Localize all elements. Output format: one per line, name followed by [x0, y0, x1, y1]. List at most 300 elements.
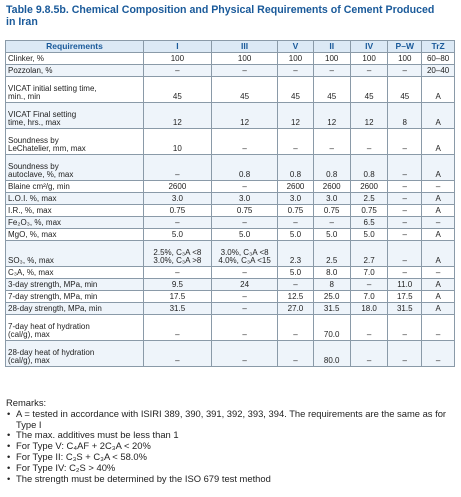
cell-line: Blaine cm²/g, min: [8, 182, 70, 192]
value-cell: [422, 303, 455, 315]
value-cell: [388, 303, 422, 315]
cell-line: A: [435, 92, 441, 102]
table-row: [6, 77, 455, 103]
value-cell: [388, 279, 422, 291]
column-header: Requirements: [6, 41, 144, 53]
value-cell: [388, 217, 422, 229]
cell-line: 100: [362, 54, 376, 64]
table-title: [6, 4, 458, 28]
value-cell: [143, 217, 211, 229]
value-cell: [143, 341, 211, 367]
cell-line: 5.0: [326, 230, 338, 240]
cell-line: 8: [329, 280, 334, 290]
table-row: [6, 193, 455, 205]
cell-line: 45: [364, 92, 374, 102]
cell-line: A: [435, 280, 441, 290]
value-cell: [388, 65, 422, 77]
value-cell: [388, 77, 422, 103]
value-cell: [211, 155, 278, 181]
cell-line: 45: [172, 92, 182, 102]
cell-line: –: [402, 330, 407, 340]
table-row: [6, 303, 455, 315]
cell-line: –: [293, 330, 298, 340]
cell-line: SO₃, %, max: [8, 256, 54, 266]
value-cell: [388, 229, 422, 241]
remark-item: • The max. additives must be less than 1: [6, 430, 458, 441]
value-cell: [143, 291, 211, 303]
cell-line: 2600: [168, 182, 187, 192]
value-cell: [422, 205, 455, 217]
value-cell: [388, 129, 422, 155]
cell-line: L.O.I. %, max: [8, 194, 57, 204]
requirements-table: [5, 40, 455, 367]
cell-line: 45: [327, 92, 337, 102]
value-cell: [143, 267, 211, 279]
cell-line: –: [402, 230, 407, 240]
table-title-line-2: in Iran: [6, 16, 38, 28]
value-cell: [313, 77, 350, 103]
value-cell: [350, 129, 387, 155]
table-body: [6, 53, 455, 367]
requirement-cell: [6, 77, 144, 103]
cell-line: 8: [402, 118, 407, 128]
value-cell: [388, 181, 422, 193]
requirement-cell: [6, 181, 144, 193]
value-cell: [278, 129, 313, 155]
cell-line: I.R., %, max: [8, 206, 52, 216]
table-row: [6, 267, 455, 279]
cell-line: 28-day heat of hydration: [8, 347, 95, 357]
value-cell: [211, 129, 278, 155]
value-cell: [278, 315, 313, 341]
cell-line: 45: [400, 92, 410, 102]
table-title-line-1: Table 9.8.5b. Chemical Composition and Physical Requirements of Cement Produced: [6, 4, 435, 16]
cell-line: 6.5: [363, 218, 375, 228]
table-row: [6, 181, 455, 193]
value-cell: [350, 303, 387, 315]
value-cell: [278, 341, 313, 367]
cell-line: 17.5: [396, 292, 413, 302]
cell-line: –: [242, 304, 247, 314]
value-cell: [143, 103, 211, 129]
value-cell: [422, 103, 455, 129]
value-cell: [143, 53, 211, 65]
value-cell: [313, 267, 350, 279]
cell-line: A: [435, 230, 441, 240]
cell-line: 0.75: [361, 206, 377, 216]
cell-line: –: [329, 66, 334, 76]
remark-item: • The strength must be determined by the ISO 679 test method: [6, 474, 458, 485]
cell-line: –: [175, 170, 180, 180]
value-cell: [422, 155, 455, 181]
cell-line: 31.5: [323, 304, 340, 314]
cell-line: –: [293, 280, 298, 290]
requirement-cell: [6, 129, 144, 155]
cell-line: A: [435, 206, 441, 216]
value-cell: [313, 129, 350, 155]
cell-line: –: [402, 268, 407, 278]
value-cell: [313, 217, 350, 229]
value-cell: [313, 241, 350, 267]
cell-line: 12: [240, 118, 250, 128]
cell-line: –: [175, 218, 180, 228]
value-cell: [278, 291, 313, 303]
value-cell: [422, 181, 455, 193]
cell-line: 5.0: [289, 268, 302, 278]
value-cell: [350, 229, 387, 241]
cell-line: 0.8: [363, 170, 375, 180]
column-header: I: [143, 41, 211, 53]
value-cell: [313, 205, 350, 217]
value-cell: [278, 217, 313, 229]
value-cell: [278, 229, 313, 241]
value-cell: [143, 155, 211, 181]
cell-line: 31.5: [396, 304, 413, 314]
cell-line: –: [293, 356, 298, 366]
cell-line: –: [175, 66, 180, 76]
value-cell: [143, 315, 211, 341]
value-cell: [388, 53, 422, 65]
cell-line: –: [329, 218, 334, 228]
cell-line: 17.5: [169, 292, 186, 302]
value-cell: [388, 103, 422, 129]
value-cell: [313, 181, 350, 193]
cell-line: 7.0: [363, 292, 375, 302]
cell-line: 20–40: [426, 66, 450, 76]
cell-line: 12: [364, 118, 374, 128]
cell-line: –: [242, 292, 247, 302]
cell-line: –: [402, 144, 407, 154]
column-header: IV: [350, 41, 387, 53]
cell-line: 12: [291, 118, 300, 128]
value-cell: [278, 241, 313, 267]
cell-line: 5.0: [239, 230, 251, 240]
value-cell: [211, 229, 278, 241]
table-row: [6, 53, 455, 65]
remark-item: • For Type II: C₃S + C₃A < 58.0%: [6, 452, 458, 463]
value-cell: [350, 267, 387, 279]
table-header-row: [6, 41, 455, 53]
value-cell: [388, 241, 422, 267]
value-cell: [350, 291, 387, 303]
cell-line: 9.5: [171, 280, 183, 290]
table-row: [6, 315, 455, 341]
cell-line: –: [175, 268, 180, 278]
cell-line: 3-day strength, MPa, min: [8, 280, 98, 290]
value-cell: [211, 193, 278, 205]
cell-line: –: [329, 144, 334, 154]
cell-line: 0.75: [169, 206, 186, 216]
value-cell: [143, 77, 211, 103]
cell-line: –: [402, 182, 407, 192]
requirement-cell: [6, 303, 144, 315]
cell-line: Pozzolan, %: [8, 66, 53, 76]
cell-line: –: [366, 356, 372, 366]
value-cell: [143, 129, 211, 155]
value-cell: [388, 291, 422, 303]
value-cell: [211, 217, 278, 229]
value-cell: [350, 103, 387, 129]
requirement-cell: [6, 315, 144, 341]
cell-line: –: [175, 356, 180, 366]
remark-item: • For Type V: C₄AF + 2C₃A < 20%: [6, 441, 458, 452]
table-row: [6, 103, 455, 129]
value-cell: [422, 193, 455, 205]
value-cell: [211, 205, 278, 217]
requirement-cell: [6, 229, 144, 241]
value-cell: [422, 129, 455, 155]
cell-line: –: [435, 218, 441, 228]
cell-line: A: [435, 118, 441, 128]
value-cell: [278, 205, 313, 217]
value-cell: [211, 291, 278, 303]
cell-line: –: [435, 268, 441, 278]
value-cell: [211, 241, 278, 267]
cell-line: 7-day heat of hydration: [8, 321, 90, 331]
requirement-cell: [6, 65, 144, 77]
value-cell: [211, 303, 278, 315]
cell-line: 3.0: [326, 194, 338, 204]
value-cell: [422, 279, 455, 291]
value-cell: [350, 279, 387, 291]
cell-line: 12: [327, 118, 337, 128]
remark-item: • A = tested in accordance with ISIRI 389, 390, 391, 392, 393, 394. The requirements are the same as for Type I: [6, 409, 458, 431]
value-cell: [388, 193, 422, 205]
value-cell: [388, 205, 422, 217]
cell-line: 4.0%, C₃A <15: [218, 256, 271, 266]
cell-line: –: [293, 218, 298, 228]
value-cell: [211, 77, 278, 103]
cell-line: –: [402, 356, 407, 366]
cell-line: 3.0: [289, 194, 302, 204]
value-cell: [278, 303, 313, 315]
requirement-cell: [6, 217, 144, 229]
table-row: [6, 65, 455, 77]
cell-line: 24: [240, 280, 250, 290]
requirement-cell: [6, 103, 144, 129]
value-cell: [211, 267, 278, 279]
value-cell: [211, 103, 278, 129]
table-row: [6, 229, 455, 241]
cell-line: –: [242, 66, 247, 76]
requirement-cell: [6, 267, 144, 279]
value-cell: [278, 193, 313, 205]
remarks-section: [6, 398, 458, 484]
cell-line: 28-day strength, MPa, min: [8, 304, 102, 314]
value-cell: [143, 205, 211, 217]
cell-line: 0.8: [289, 170, 302, 180]
value-cell: [388, 341, 422, 367]
cell-line: –: [366, 330, 372, 340]
cell-line: –: [435, 330, 441, 340]
cell-line: 3.0: [171, 194, 183, 204]
value-cell: [313, 341, 350, 367]
cell-line: 27.0: [287, 304, 304, 314]
column-header: P–W: [388, 41, 422, 53]
cell-line: 2600: [360, 182, 378, 192]
column-header: III: [211, 41, 278, 53]
cell-line: Soundness by: [8, 161, 59, 171]
value-cell: [278, 181, 313, 193]
cell-line: Fe₂O₃, %, max: [8, 218, 62, 228]
table-row: [6, 241, 455, 267]
value-cell: [211, 65, 278, 77]
cell-line: 0.75: [287, 206, 304, 216]
cell-line: 45: [240, 92, 250, 102]
table-row: [6, 205, 455, 217]
cell-line: time, hrs., max: [8, 118, 61, 128]
value-cell: [143, 229, 211, 241]
value-cell: [313, 53, 350, 65]
cell-line: 12: [172, 118, 182, 128]
value-cell: [278, 53, 313, 65]
requirement-cell: [6, 53, 144, 65]
requirement-cell: [6, 291, 144, 303]
cell-line: –: [242, 330, 247, 340]
cell-line: A: [435, 194, 441, 204]
value-cell: [278, 77, 313, 103]
cell-line: –: [402, 66, 407, 76]
cell-line: LeChatelier, mm, max: [8, 144, 86, 154]
cell-line: A: [435, 144, 441, 154]
value-cell: [350, 241, 387, 267]
cell-line: 2600: [286, 182, 305, 192]
cell-line: A: [435, 256, 441, 266]
cell-line: –: [242, 356, 247, 366]
value-cell: [350, 193, 387, 205]
value-cell: [313, 103, 350, 129]
cell-line: 100: [237, 54, 252, 64]
value-cell: [313, 193, 350, 205]
requirement-cell: [6, 279, 144, 291]
cell-line: –: [242, 268, 247, 278]
cell-line: –: [366, 280, 372, 290]
cell-line: –: [242, 218, 247, 228]
requirement-cell: [6, 193, 144, 205]
cell-line: 10: [172, 144, 182, 154]
requirement-cell: [6, 155, 144, 181]
value-cell: [350, 53, 387, 65]
cell-line: 7.0: [363, 268, 375, 278]
column-header: II: [313, 41, 350, 53]
value-cell: [422, 291, 455, 303]
column-header: V: [278, 41, 313, 53]
cell-line: (cal/g), max: [8, 330, 50, 340]
cell-line: –: [402, 218, 407, 228]
value-cell: [211, 279, 278, 291]
cell-line: 18.0: [361, 304, 377, 314]
cell-line: –: [293, 144, 298, 154]
cell-line: 100: [170, 54, 185, 64]
value-cell: [422, 341, 455, 367]
remark-item: • For Type IV: C₂S > 40%: [6, 463, 458, 474]
value-cell: [350, 315, 387, 341]
value-cell: [278, 103, 313, 129]
value-cell: [278, 267, 313, 279]
cell-line: –: [435, 182, 441, 192]
cell-line: 0.75: [236, 206, 253, 216]
cell-line: 100: [398, 54, 412, 64]
cell-line: –: [293, 66, 298, 76]
cell-line: –: [366, 66, 372, 76]
cell-line: 5.0: [289, 230, 302, 240]
cell-line: –: [402, 256, 407, 266]
cell-line: 2.5: [363, 194, 375, 204]
value-cell: [143, 181, 211, 193]
value-cell: [388, 155, 422, 181]
value-cell: [278, 155, 313, 181]
value-cell: [422, 65, 455, 77]
cell-line: 2.3: [289, 256, 302, 266]
value-cell: [278, 65, 313, 77]
cell-line: 5.0: [363, 230, 375, 240]
cell-line: 100: [325, 54, 339, 64]
cell-line: 5.0: [171, 230, 183, 240]
value-cell: [211, 53, 278, 65]
cell-line: Soundness by: [8, 135, 59, 145]
cell-line: –: [402, 170, 407, 180]
cell-line: 12.5: [287, 292, 304, 302]
cell-line: A: [435, 304, 441, 314]
cell-line: 80.0: [323, 356, 340, 366]
cell-line: –: [402, 194, 407, 204]
cell-line: 3.0: [239, 194, 251, 204]
cell-line: 0.8: [326, 170, 338, 180]
value-cell: [350, 65, 387, 77]
value-cell: [143, 65, 211, 77]
column-header: TrZ: [422, 41, 455, 53]
cell-line: A: [435, 292, 441, 302]
value-cell: [313, 155, 350, 181]
cell-line: 0.8: [239, 170, 251, 180]
cell-line: 2.7: [363, 256, 375, 266]
cell-line: 0.75: [323, 206, 340, 216]
requirement-cell: [6, 341, 144, 367]
value-cell: [313, 315, 350, 341]
cell-line: 60–80: [426, 54, 450, 64]
cell-line: –: [242, 144, 247, 154]
cell-line: autoclave, %, max: [8, 170, 74, 180]
cell-line: 2.5: [326, 256, 338, 266]
value-cell: [422, 267, 455, 279]
value-cell: [143, 241, 211, 267]
cell-line: Clinker, %: [8, 54, 45, 64]
cell-line: –: [366, 144, 372, 154]
cell-line: MgO, %, max: [8, 230, 57, 240]
value-cell: [422, 53, 455, 65]
cell-line: 70.0: [323, 330, 340, 340]
value-cell: [313, 65, 350, 77]
cell-line: 7-day strength, MPa, min: [8, 292, 98, 302]
cell-line: –: [175, 330, 180, 340]
value-cell: [422, 229, 455, 241]
cell-line: –: [402, 206, 407, 216]
value-cell: [388, 315, 422, 341]
table-row: [6, 341, 455, 367]
cell-line: 11.0: [397, 280, 413, 290]
table-row: [6, 217, 455, 229]
cell-line: 100: [288, 54, 303, 64]
remarks-list: [6, 409, 458, 485]
cell-line: 2.5%, C₃A <8: [153, 247, 202, 257]
value-cell: [143, 303, 211, 315]
value-cell: [278, 279, 313, 291]
value-cell: [388, 267, 422, 279]
value-cell: [211, 181, 278, 193]
cell-line: A: [435, 170, 441, 180]
value-cell: [313, 279, 350, 291]
value-cell: [313, 291, 350, 303]
